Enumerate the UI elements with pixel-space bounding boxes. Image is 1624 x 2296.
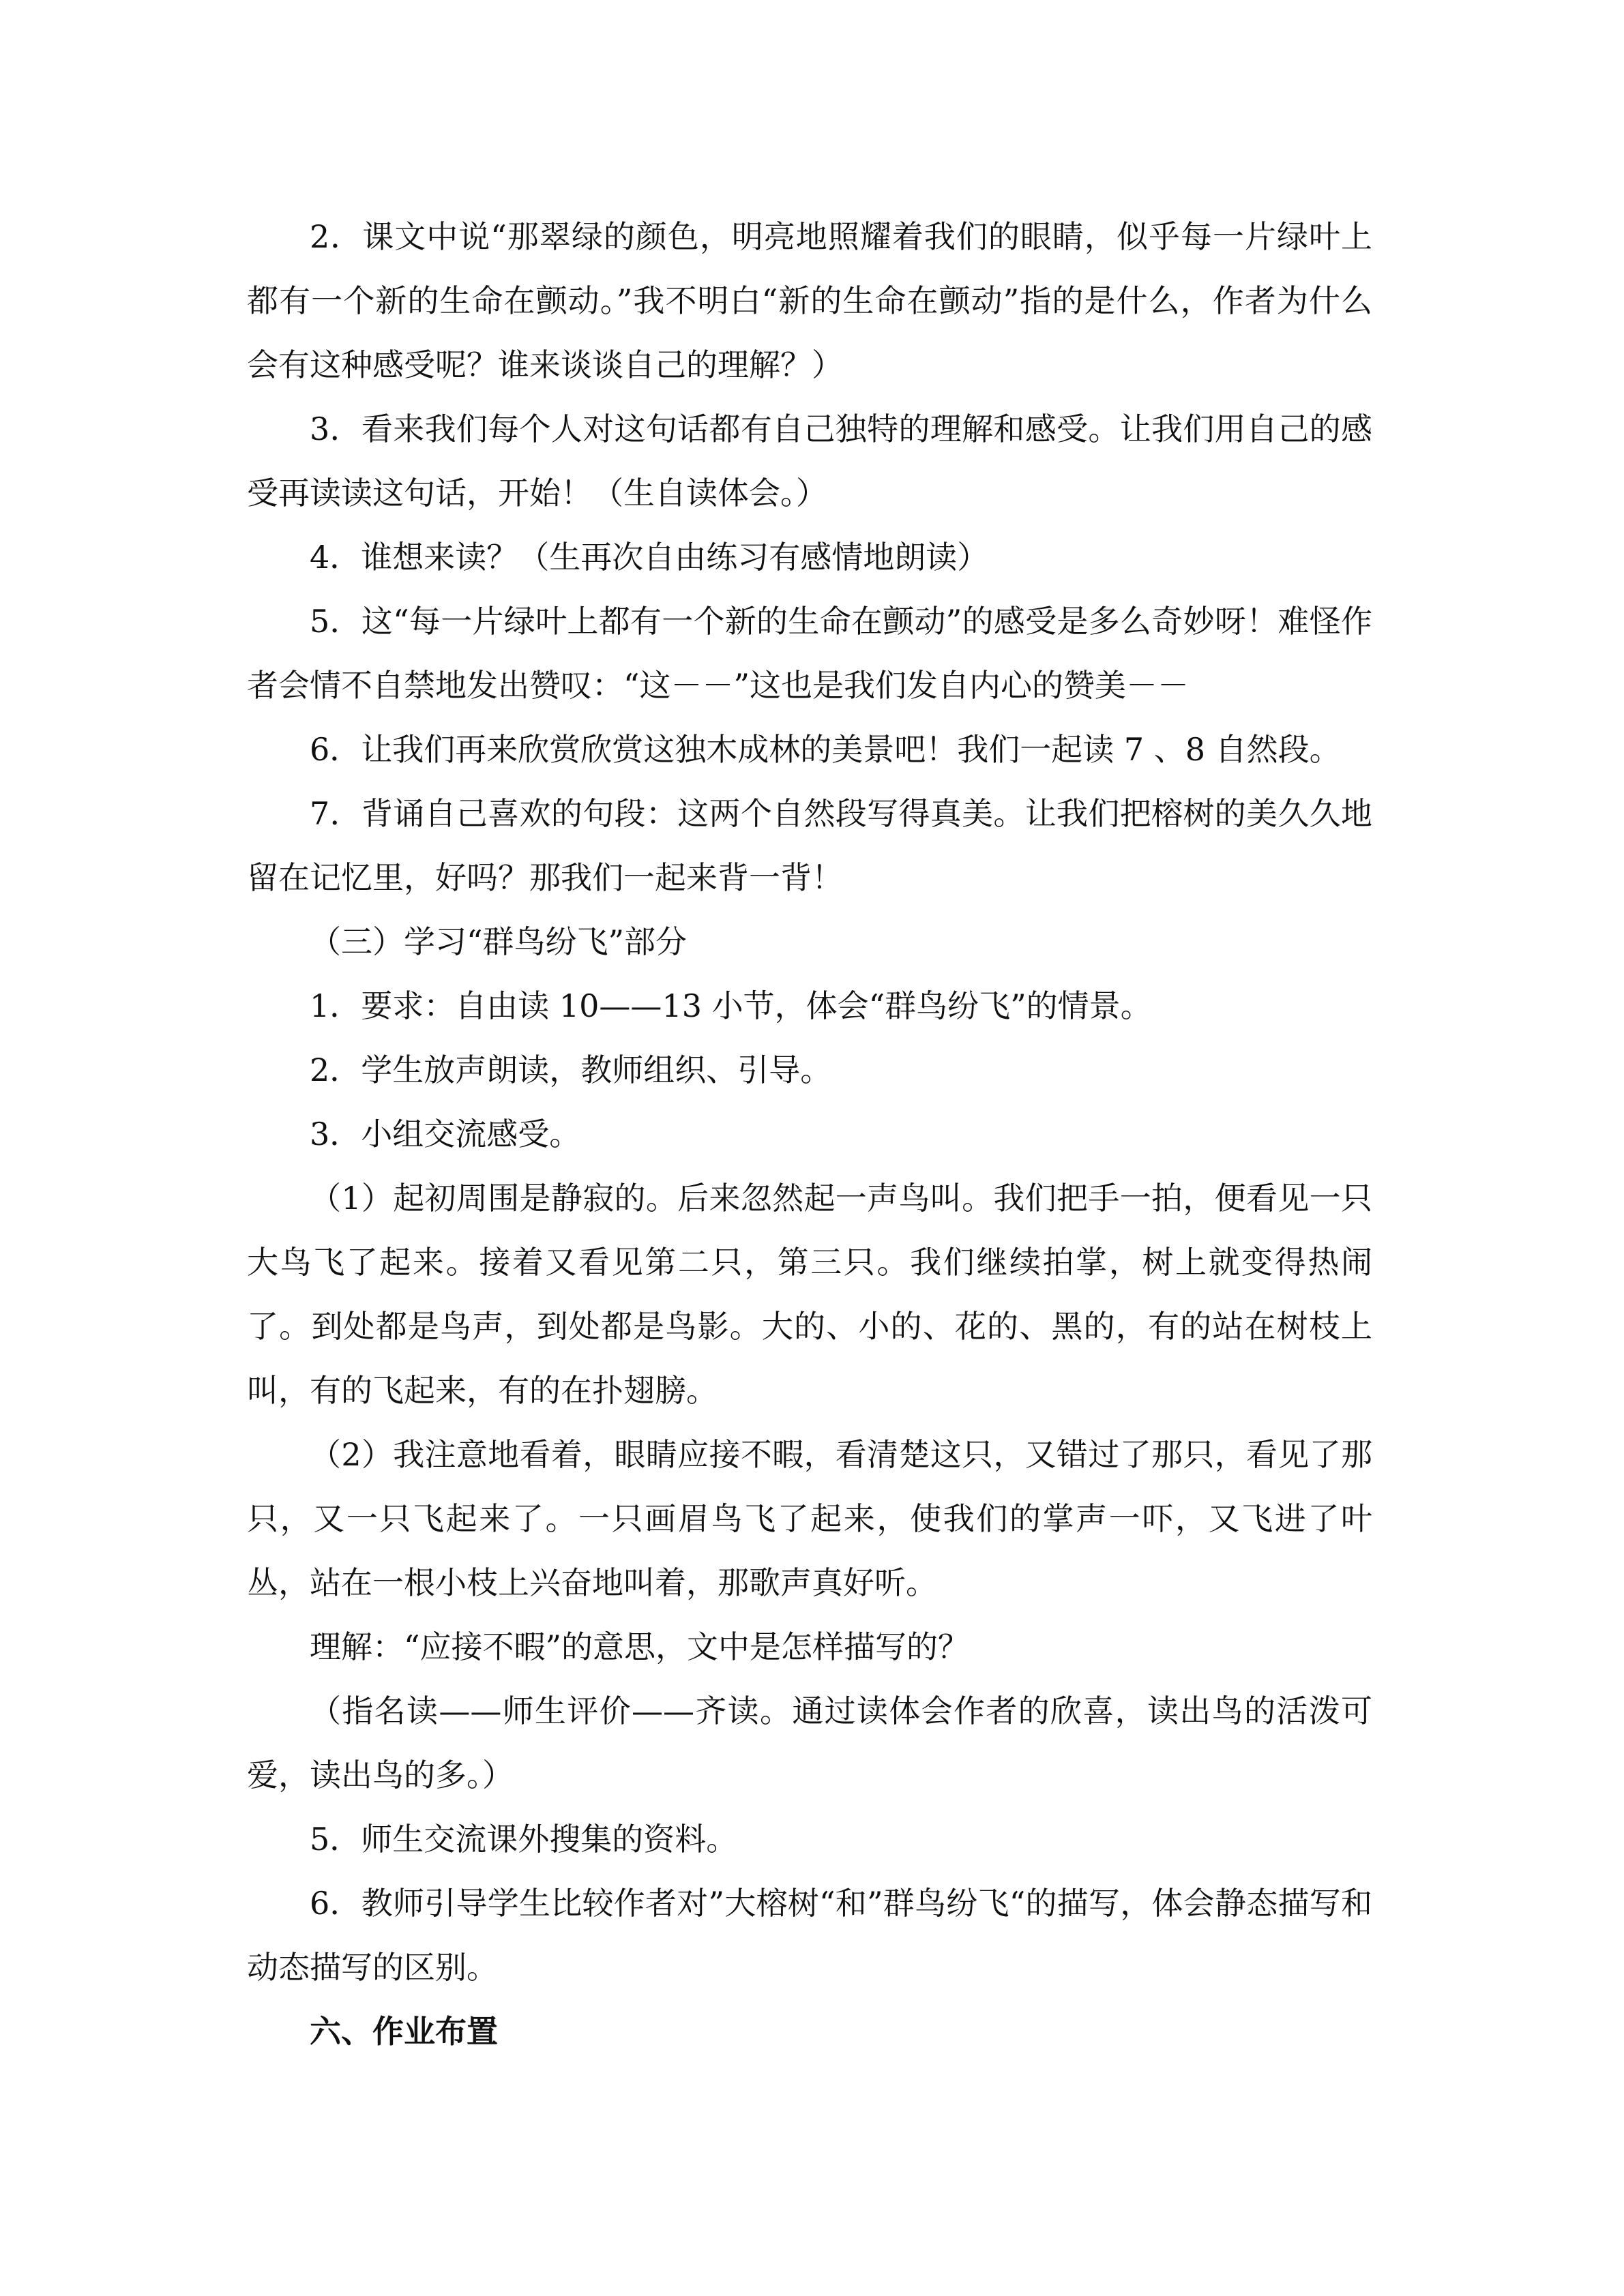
- paragraph: （1）起初周围是静寂的。后来忽然起一声鸟叫。我们把手一拍，便看见一只大鸟飞了起来。接着又看见第二只，第三只。我们继续拍掌，树上就变得热闹了。到处都是鸟声，到处都是鸟影。大的、小的、花的、黑的，有的站在树枝上叫，有的飞起来，有的在扑翅膀。: [247, 1180, 1372, 1409]
- paragraph: （2）我注意地看着，眼睛应接不暇，看清楚这只，又错过了那只，看见了那只，又一只飞起来了。一只画眉鸟飞了起来，使我们的掌声一吓，又飞进了叶丛，站在一根小枝上兴奋地叫着，那歌声真好听。: [247, 1436, 1372, 1601]
- paragraph: 2．课文中说“那翠绿的颜色，明亮地照耀着我们的眼睛，似乎每一片绿叶上都有一个新的生命在颤动。”我不明白“新的生命在颤动”指的是什么，作者为什么会有这种感受呢？谁来谈谈自己的理解？）: [247, 218, 1372, 383]
- paragraph: 理解：“应接不暇”的意思，文中是怎样描写的？: [310, 1628, 970, 1665]
- section-heading: （三）学习“群鸟纷飞”部分: [310, 923, 688, 960]
- paragraph: 5．师生交流课外搜集的资料。: [310, 1821, 738, 1858]
- document-body: [247, 205, 1372, 2063]
- paragraph: 1．要求：自由读 10——13 小节，体会“群鸟纷飞”的情景。: [310, 987, 1152, 1024]
- paragraph: 7．背诵自己喜欢的句段：这两个自然段写得真美。让我们把榕树的美久久地留在记忆里，好吗？那我们一起来背一背！: [247, 795, 1372, 896]
- paragraph: 4．谁想来读？（生再次自由练习有感情地朗读）: [310, 539, 989, 576]
- paragraph: （指名读——师生评价——齐读。通过读体会作者的欣喜，读出鸟的活泼可爱，读出鸟的多。）: [247, 1693, 1372, 1793]
- paragraph: 6．让我们再来欣赏欣赏这独木成林的美景吧！我们一起读 7 、8 自然段。: [310, 731, 1341, 768]
- paragraph: 5．这“每一片绿叶上都有一个新的生命在颤动”的感受是多么奇妙呀！难怪作者会情不自禁地发出赞叹：“这－－”这也是我们发自内心的赞美－－: [247, 603, 1372, 704]
- paragraph: 3．看来我们每个人对这句话都有自己独特的理解和感受。让我们用自己的感受再读读这句话，开始！（生自读体会。）: [247, 411, 1372, 511]
- section-heading-bold: 六、作业布置: [310, 2013, 498, 2050]
- paragraph: 6．教师引导学生比较作者对”大榕树“和”群鸟纷飞“的描写，体会静态描写和动态描写的区别。: [247, 1885, 1372, 1986]
- paragraph: 2．学生放声朗读，教师组织、引导。: [310, 1052, 832, 1088]
- paragraph: 3．小组交流感受。: [310, 1116, 581, 1152]
